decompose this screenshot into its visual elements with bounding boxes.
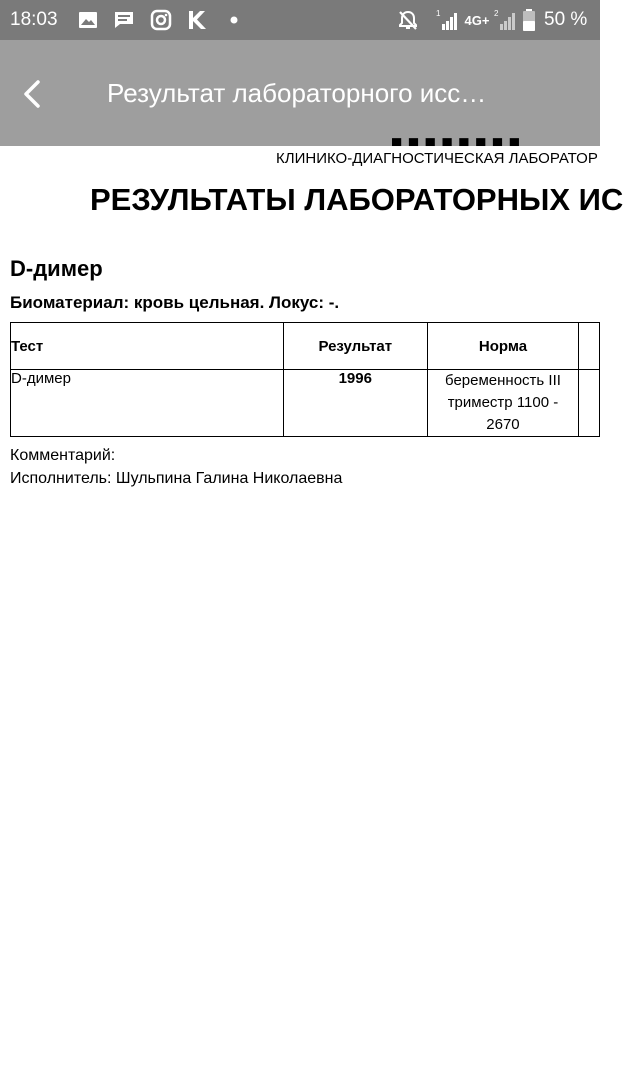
results-table [10,322,600,437]
column-header-result: Результат [284,323,428,370]
k-app-icon [186,9,208,31]
alarm-off-icon [396,9,420,31]
cell-cropped [579,370,600,437]
column-header-cropped [579,323,600,370]
cell-result: 1996 [284,370,428,437]
column-header-test: Тест [11,323,284,370]
signal-icon-2 [494,9,518,31]
norm-line: триместр 1100 - [447,394,559,411]
network-type: 4G+ [464,12,490,28]
back-button[interactable] [14,76,54,112]
dot-icon [229,9,239,31]
norm-line: 2670 [486,416,520,433]
section-title: D-димер [10,256,103,281]
norm-line: беременность III [445,372,561,389]
instagram-icon [150,9,172,31]
signal-icon [436,9,460,31]
table-row [11,370,600,437]
status-bar [0,0,600,40]
cell-test: D-димер [11,370,284,437]
column-header-norm: Норма [427,323,579,370]
svg-text:1: 1 [436,9,441,18]
battery-icon [522,9,536,31]
biomaterial-info: Биоматериал: кровь цельная. Локус: -. [10,293,340,312]
page-title: Результат лабораторного исс… [107,78,487,108]
comment-label: Комментарий: [10,447,116,464]
app-bar [0,40,600,146]
cell-norm [427,370,579,437]
performer-info: Исполнитель: Шульпина Галина Николаевна [10,470,343,487]
table-header-row [11,323,600,370]
battery-percent: 50 % [544,9,588,30]
document-title: РЕЗУЛЬТАТЫ ЛАБОРАТОРНЫХ ИС [90,182,623,217]
svg-text:2: 2 [494,9,499,18]
cropped-header-text: ▀ ▀ ▀ ▀ ▀ ▀ ▀ ▀ [392,138,521,153]
back-arrow-icon [14,99,54,116]
lab-name: КЛИНИКО-ДИАГНОСТИЧЕСКАЯ ЛАБОРАТОР [276,150,598,167]
status-time: 18:03 [10,9,58,30]
message-icon [113,9,135,31]
gallery-icon [78,9,98,31]
document-view[interactable] [0,138,623,1066]
